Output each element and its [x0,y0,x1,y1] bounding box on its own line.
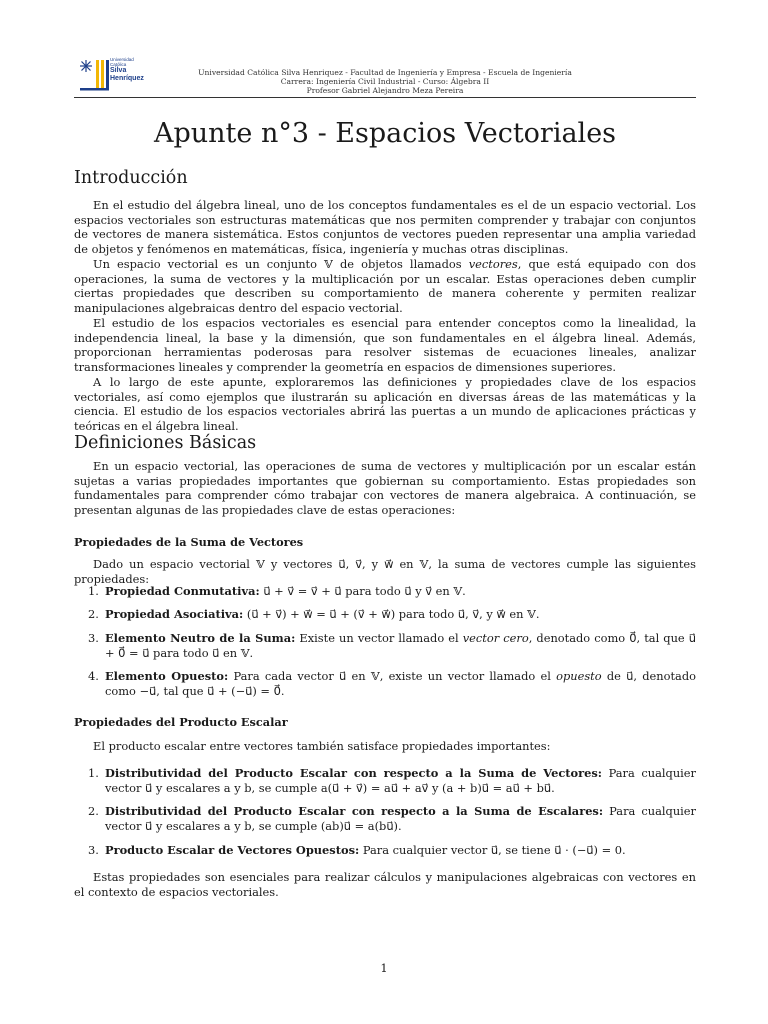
logo-line-3: Silva [110,67,127,75]
intro-paragraph-2: Un espacio vectorial es un conjunto 𝕍 de objetos llamados vectores, que está equipado con dos operaciones, la suma de vectores y la multiplicación por un escalar. Estas operaciones deben cumplir ciertas propiedades que describen su comportamiento de manera coherente y permiten realizar manipulaciones algebraicas dentro del espacio vectorial. [74,257,696,315]
logo-line-4: Henríquez [110,74,144,82]
definitions-paragraph: En un espacio vectorial, las operaciones de suma de vectores y multiplicación por un escalar están sujetas a varias propiedades importantes que gobiernan su comportamiento. Estas propiedades son fundamentales para comprender cómo trabajar con vectores de manera algebraica. A continuación, se presentan algunas de las propiedades clave de estas operaciones: [74,459,696,517]
header-divider [74,97,696,98]
page-number: 1 [380,961,388,975]
list-item: 1. Distributividad del Producto Escalar con respecto a la Suma de Vectores: Para cualquier vector u⃗ y escalares a y b, se cumple a(u⃗ + v⃗) = au⃗ + av⃗ y (a + b)u⃗ = au⃗ + bu⃗. [88,766,696,795]
list-item: 2. Propiedad Asociativa: (u⃗ + v⃗) + w⃗ = u⃗ + (v⃗ + w⃗) para todo u⃗, v⃗, y w⃗ en 𝕍. [88,607,540,621]
sum-properties-intro: Dado un espacio vectorial 𝕍 y vectores u⃗, v⃗, y w⃗ en 𝕍, la suma de vectores cumple las siguientes propiedades: [74,557,696,586]
logo-line-2: Católica [110,61,127,67]
list-item: 3. Producto Escalar de Vectores Opuestos: Para cualquier vector u⃗, se tiene u⃗ · (−u⃗) = 0. [88,843,626,857]
logo-line-1: Universidad [110,57,134,62]
list-item: 3. Elemento Neutro de la Suma: Existe un vector llamado el vector cero, denotado como 0⃗, tal que u⃗ + 0⃗ = u⃗ para todo u⃗ en 𝕍. [88,631,696,660]
list-item: 4. Elemento Opuesto: Para cada vector u⃗ en 𝕍, existe un vector llamado el opuesto de u⃗, denotado como −u⃗, tal que u⃗ + (−u⃗) = 0⃗. [88,669,696,698]
intro-paragraph-4: A lo largo de este apunte, exploraremos las definiciones y propiedades clave de los espacios vectoriales, así como ejemplos que ilustrarán su aplicación en diversas áreas de las matemáticas y la ciencia. El estudio de los espacios vectoriales abrirá las puertas a un mundo de aplicaciones prácticas y teóricas en el álgebra lineal. [74,375,696,433]
definitions-heading: Definiciones Básicas [74,433,257,453]
header-line-3: Profesor Gabriel Alejandro Meza Pereira [306,86,464,95]
scalar-product-heading: Propiedades del Producto Escalar [74,715,288,729]
intro-paragraph-3: El estudio de los espacios vectoriales es esencial para entender conceptos como la linealidad, la independencia lineal, la base y la dimensión, que son fundamentales en el álgebra lineal. Además, proporcionan herramientas poderosas para resolver sistemas de ecuaciones lineales, analizar transformaciones lineales y comprender la geometría en espacios de dimensiones superiores. [74,316,696,374]
intro-heading: Introducción [74,168,188,188]
header-line-1: Universidad Católica Silva Henriquez - Facultad de Ingeniería y Empresa - Escuela de Ingeniería [198,68,572,77]
page-title: Apunte n°3 - Espacios Vectoriales [153,118,617,149]
term-vectores: vectores [468,257,518,271]
list-item: 2. Distributividad del Producto Escalar con respecto a la Suma de Escalares: Para cualquier vector u⃗ y escalares a y b, se cumple (ab)u⃗ = a(bu⃗). [88,804,696,833]
scalar-product-intro: El producto escalar entre vectores también satisface propiedades importantes: [93,739,551,753]
closing-paragraph: Estas propiedades son esenciales para realizar cálculos y manipulaciones algebraicas con vectores en el contexto de espacios vectoriales. [74,870,696,899]
page-header [170,68,600,95]
list-item: 1. Propiedad Conmutativa: u⃗ + v⃗ = v⃗ + u⃗ para todo u⃗ y v⃗ en 𝕍. [88,584,466,598]
logo-text [110,58,144,82]
intro-paragraph-1: En el estudio del álgebra lineal, uno de los conceptos fundamentales es el de un espacio vectorial. Los espacios vectoriales son estructuras matemáticas que nos permiten comprender y trabajar con conjuntos de vectores de manera sistemática. Estos conjuntos de vectores pueden representar una amplia variedad de objetos y fenómenos en matemáticas, física, ingeniería y muchas otras disciplinas. [74,198,696,256]
header-line-2: Carrera: Ingeniería Civil Industrial - Curso: Álgebra II [280,77,490,86]
sum-properties-heading: Propiedades de la Suma de Vectores [74,535,304,549]
